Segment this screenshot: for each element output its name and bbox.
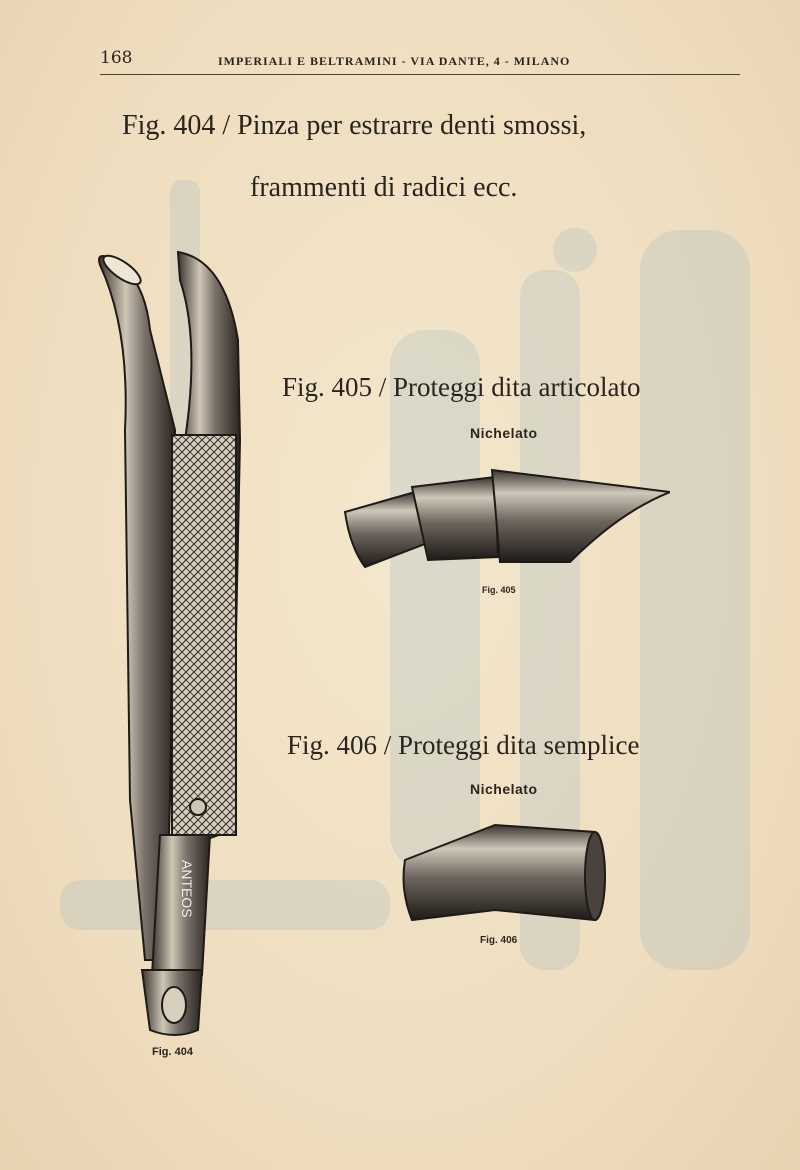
page-number: 168 [100,48,133,68]
fig404-caption: Fig. 404 [152,1046,193,1058]
fig405-subtitle: Nichelato [470,425,538,441]
fig404-title-line2: frammenti di radici ecc. [250,172,518,203]
running-head: IMPERIALI E BELTRAMINI - VIA DANTE, 4 - MILANO [218,54,571,68]
fig406-title: Fig. 406 / Proteggi dita semplice [287,730,640,760]
page-header [100,48,740,76]
simple-finger-guard-illustration [400,820,610,925]
fig405-title: Fig. 405 / Proteggi dita articolato [282,372,641,402]
forceps-illustration [90,240,260,1040]
header-rule [100,74,740,75]
fig406-subtitle: Nichelato [470,781,538,797]
fig406-caption: Fig. 406 [480,935,518,946]
forceps-stamp: ANTEOS [179,860,195,918]
articulated-finger-guard-illustration [340,462,670,572]
fig404-title-line1: Fig. 404 / Pinza per estrarre denti smossi, [122,110,587,141]
fig405-caption: Fig. 405 [482,585,516,595]
